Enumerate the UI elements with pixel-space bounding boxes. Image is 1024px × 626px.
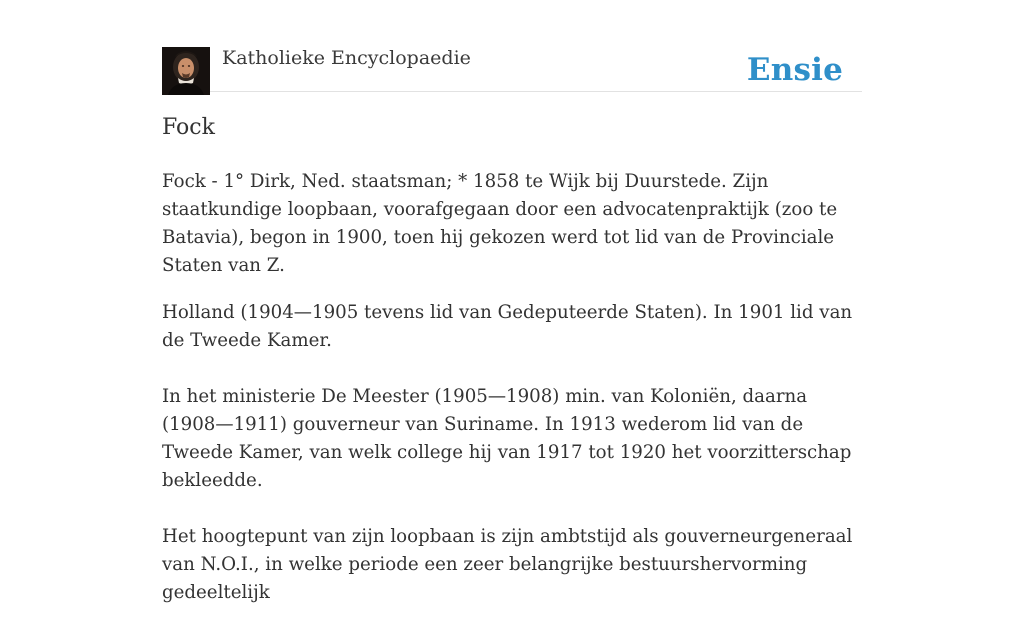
portrait-image (162, 47, 210, 95)
article-paragraph: Holland (1904—1905 tevens lid van Gedeputeerde Staten). In 1901 lid van de Tweede Kamer. (162, 302, 853, 351)
article-paragraph: In het ministerie De Meester (1905—1908) min. van Koloniën, daarna (1908—1911) gouverneur van Suriname. In 1913 wederom lid van de Tweede Kamer, van welk college hij van 1917 tot 1920 het voorzitterschap bekleedde. (162, 386, 852, 491)
source-name[interactable]: Katholieke Encyclopaedie (222, 47, 471, 69)
article-paragraph: Fock - 1° Dirk, Ned. staatsman; * 1858 te Wijk bij Duurstede. Zijn staatkundige loopbaan, voorafgegaan door een advocatenpraktijk (zoo te Batavia), begon in 1900, toen hij gekozen werd tot lid van de Provinciale Staten van Z. (162, 171, 838, 276)
article-paragraph: Het hoogtepunt van zijn loopbaan is zijn ambtstijd als gouverneurgeneraal van N.O.I., in welke periode een zeer belangrijke bestuurshervorming gedeeltelijk (162, 526, 853, 603)
article-title: Fock (162, 115, 215, 140)
article-body (162, 168, 862, 626)
site-header (162, 44, 862, 92)
portrait-avatar-icon[interactable] (162, 47, 210, 95)
brand-logo[interactable]: Ensie (746, 52, 843, 88)
